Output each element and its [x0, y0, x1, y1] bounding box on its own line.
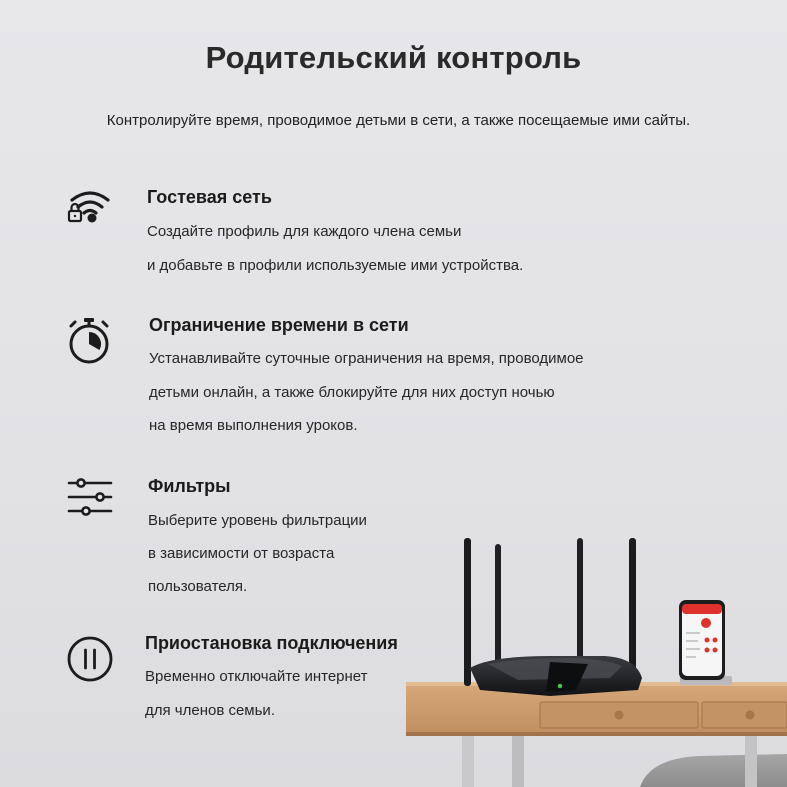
- table-leg: [512, 735, 524, 787]
- router-antenna: [495, 544, 501, 676]
- feature-title: Гостевая сеть: [147, 187, 272, 207]
- sliders-icon: [66, 473, 114, 521]
- router-led: [558, 684, 562, 688]
- feature-line: Выберите уровень фильтрации: [148, 512, 367, 529]
- wifi-lock-icon: [66, 186, 114, 234]
- page-title: Родительский контроль: [205, 40, 582, 75]
- stopwatch-icon: [65, 316, 113, 364]
- table-drawer: [702, 702, 787, 728]
- feature-line: на время выполнения уроков.: [149, 417, 358, 434]
- feature-line: Устанавливайте суточные ограничения на время, проводимое: [149, 350, 584, 367]
- feature-title: Ограничение времени в сети: [149, 315, 409, 335]
- feature-title: Фильтры: [148, 476, 231, 496]
- table-leg: [462, 735, 474, 787]
- router-on-table-illustration: [400, 530, 787, 787]
- feature-line: пользователя.: [148, 578, 248, 595]
- drawer-knob: [615, 711, 624, 720]
- feature-title: Приостановка подключения: [145, 633, 398, 653]
- feature-line: в зависимости от возраста: [148, 545, 335, 562]
- table-leg: [745, 735, 757, 787]
- feature-line: и добавьте в профили используемые ими устройства.: [147, 257, 524, 274]
- router-antenna: [629, 538, 636, 682]
- feature-line: для членов семьи.: [145, 702, 275, 719]
- router-antenna: [577, 538, 583, 664]
- feature-line: Временно отключайте интернет: [145, 668, 368, 685]
- router-antenna: [464, 538, 471, 686]
- pause-icon: [66, 635, 114, 683]
- feature-line: детьми онлайн, а также блокируйте для них доступ ночью: [149, 384, 555, 401]
- feature-line: Создайте профиль для каждого члена семьи: [147, 223, 462, 240]
- page-subtitle: Контролируйте время, проводимое детьми в сети, а также посещаемые ими сайты.: [106, 112, 691, 129]
- drawer-knob: [746, 711, 755, 720]
